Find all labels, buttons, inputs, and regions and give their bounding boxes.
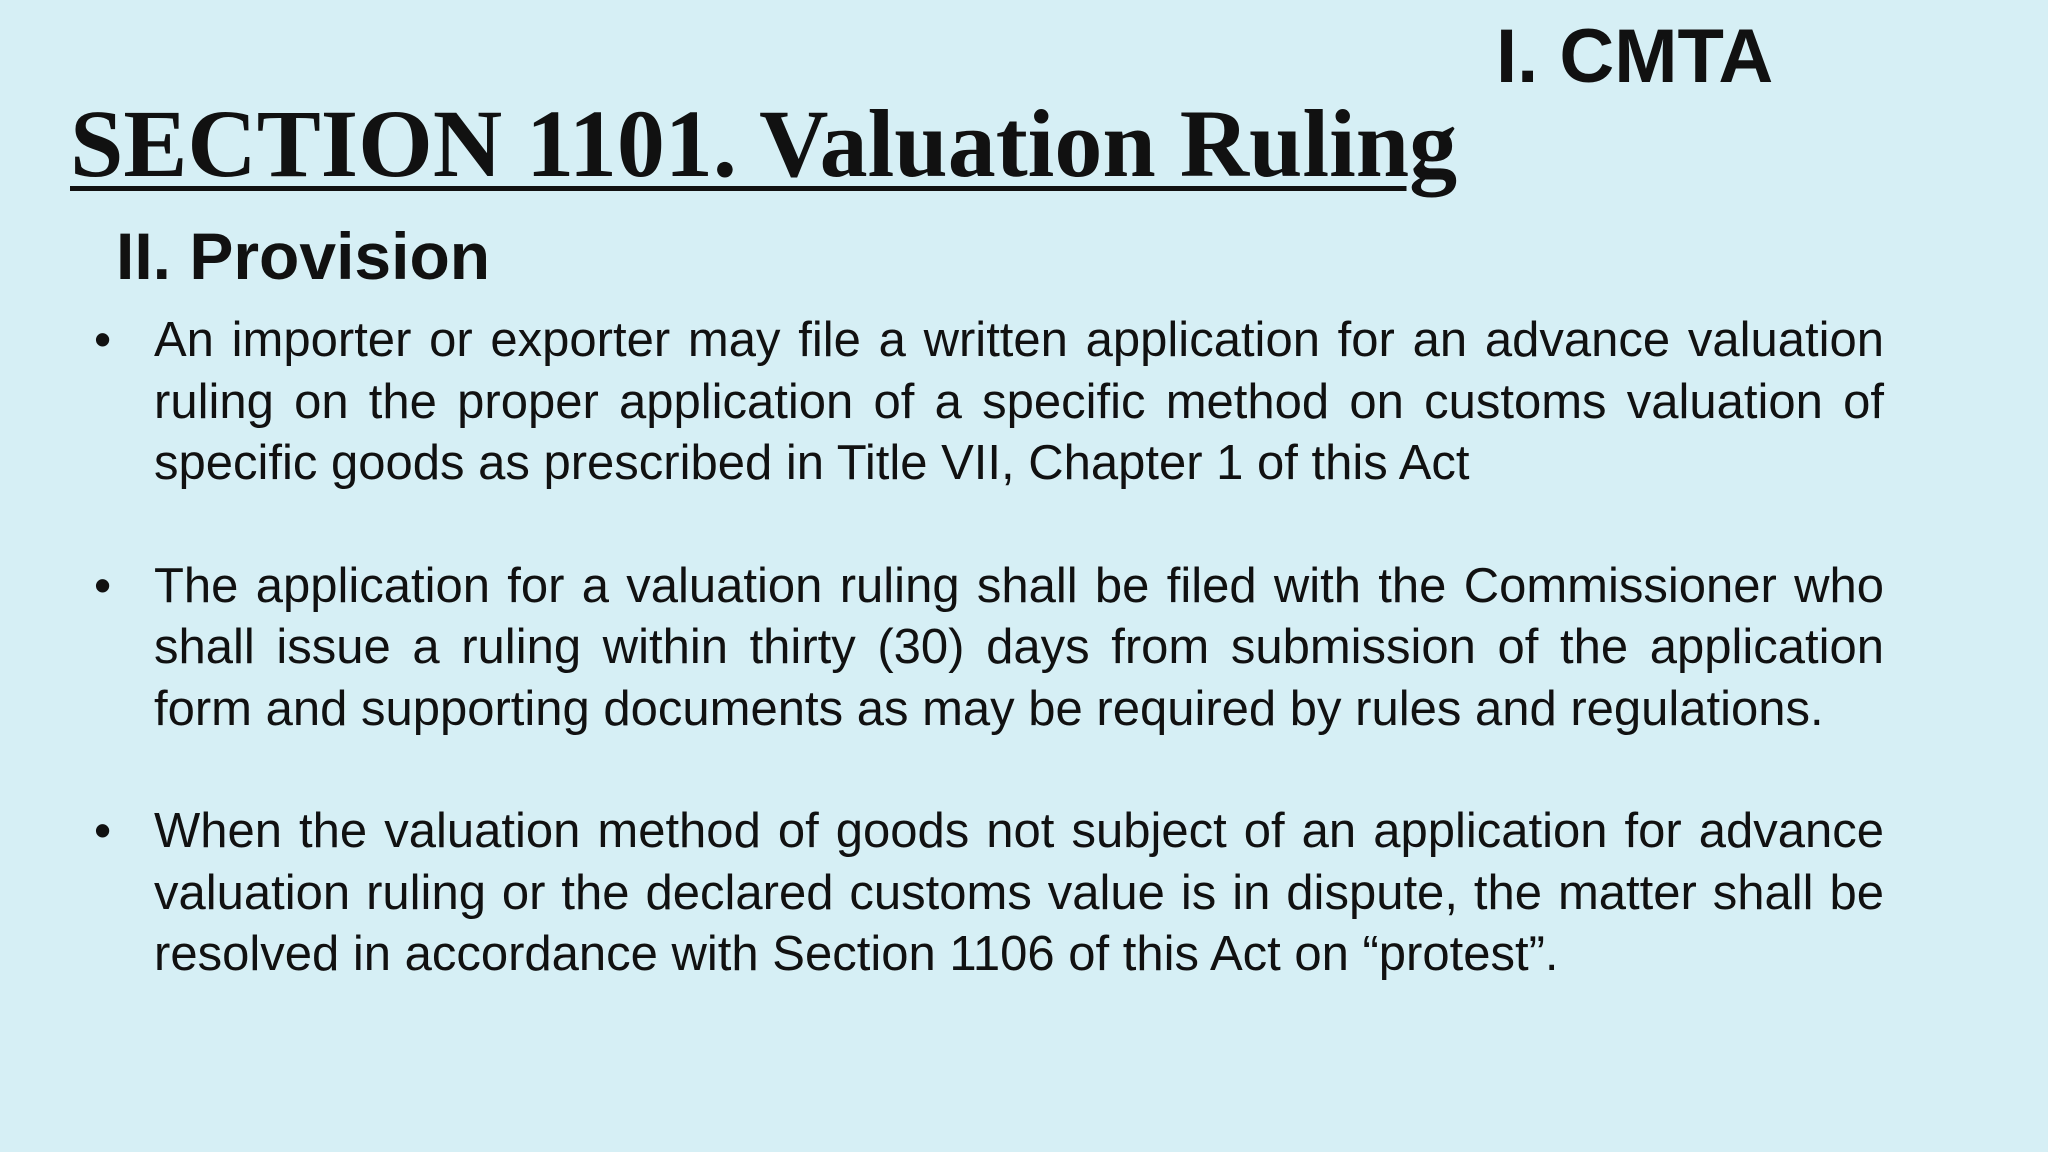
bullet-text-3: When the valuation method of goods not subject of an application for advance valuation ruling or the declared customs value is in dispute, the matter shall be resolved in accordance with Section 1106 of this Act on “protest”. <box>154 804 1884 981</box>
provision-bullet-list <box>92 310 1884 1047</box>
cmta-label: I. CMTA <box>1496 14 1774 99</box>
bullet-icon: • <box>94 558 112 613</box>
provision-subheading: II. Provision <box>116 219 491 293</box>
bullet-item-2 <box>92 556 1884 741</box>
bullet-text-2: The application for a valuation ruling shall be filed with the Commissioner who shall issue a ruling within thirty (30) days from submission of the application form and supporting documents as may be required by rules and regulations. <box>154 558 1884 736</box>
bullet-icon: • <box>94 804 112 858</box>
bullet-icon: • <box>94 313 112 367</box>
bullet-text-1: An importer or exporter may file a written application for an advance valuation ruling on the proper application of a specific method on customs valuation of specific goods as prescribed in Title VII, Chapter 1 of this Act <box>154 313 1884 490</box>
bullet-item-3 <box>92 801 1884 986</box>
section-title: SECTION 1101. Valuation Ruling <box>70 90 1458 197</box>
bullet-item-1 <box>92 310 1884 495</box>
